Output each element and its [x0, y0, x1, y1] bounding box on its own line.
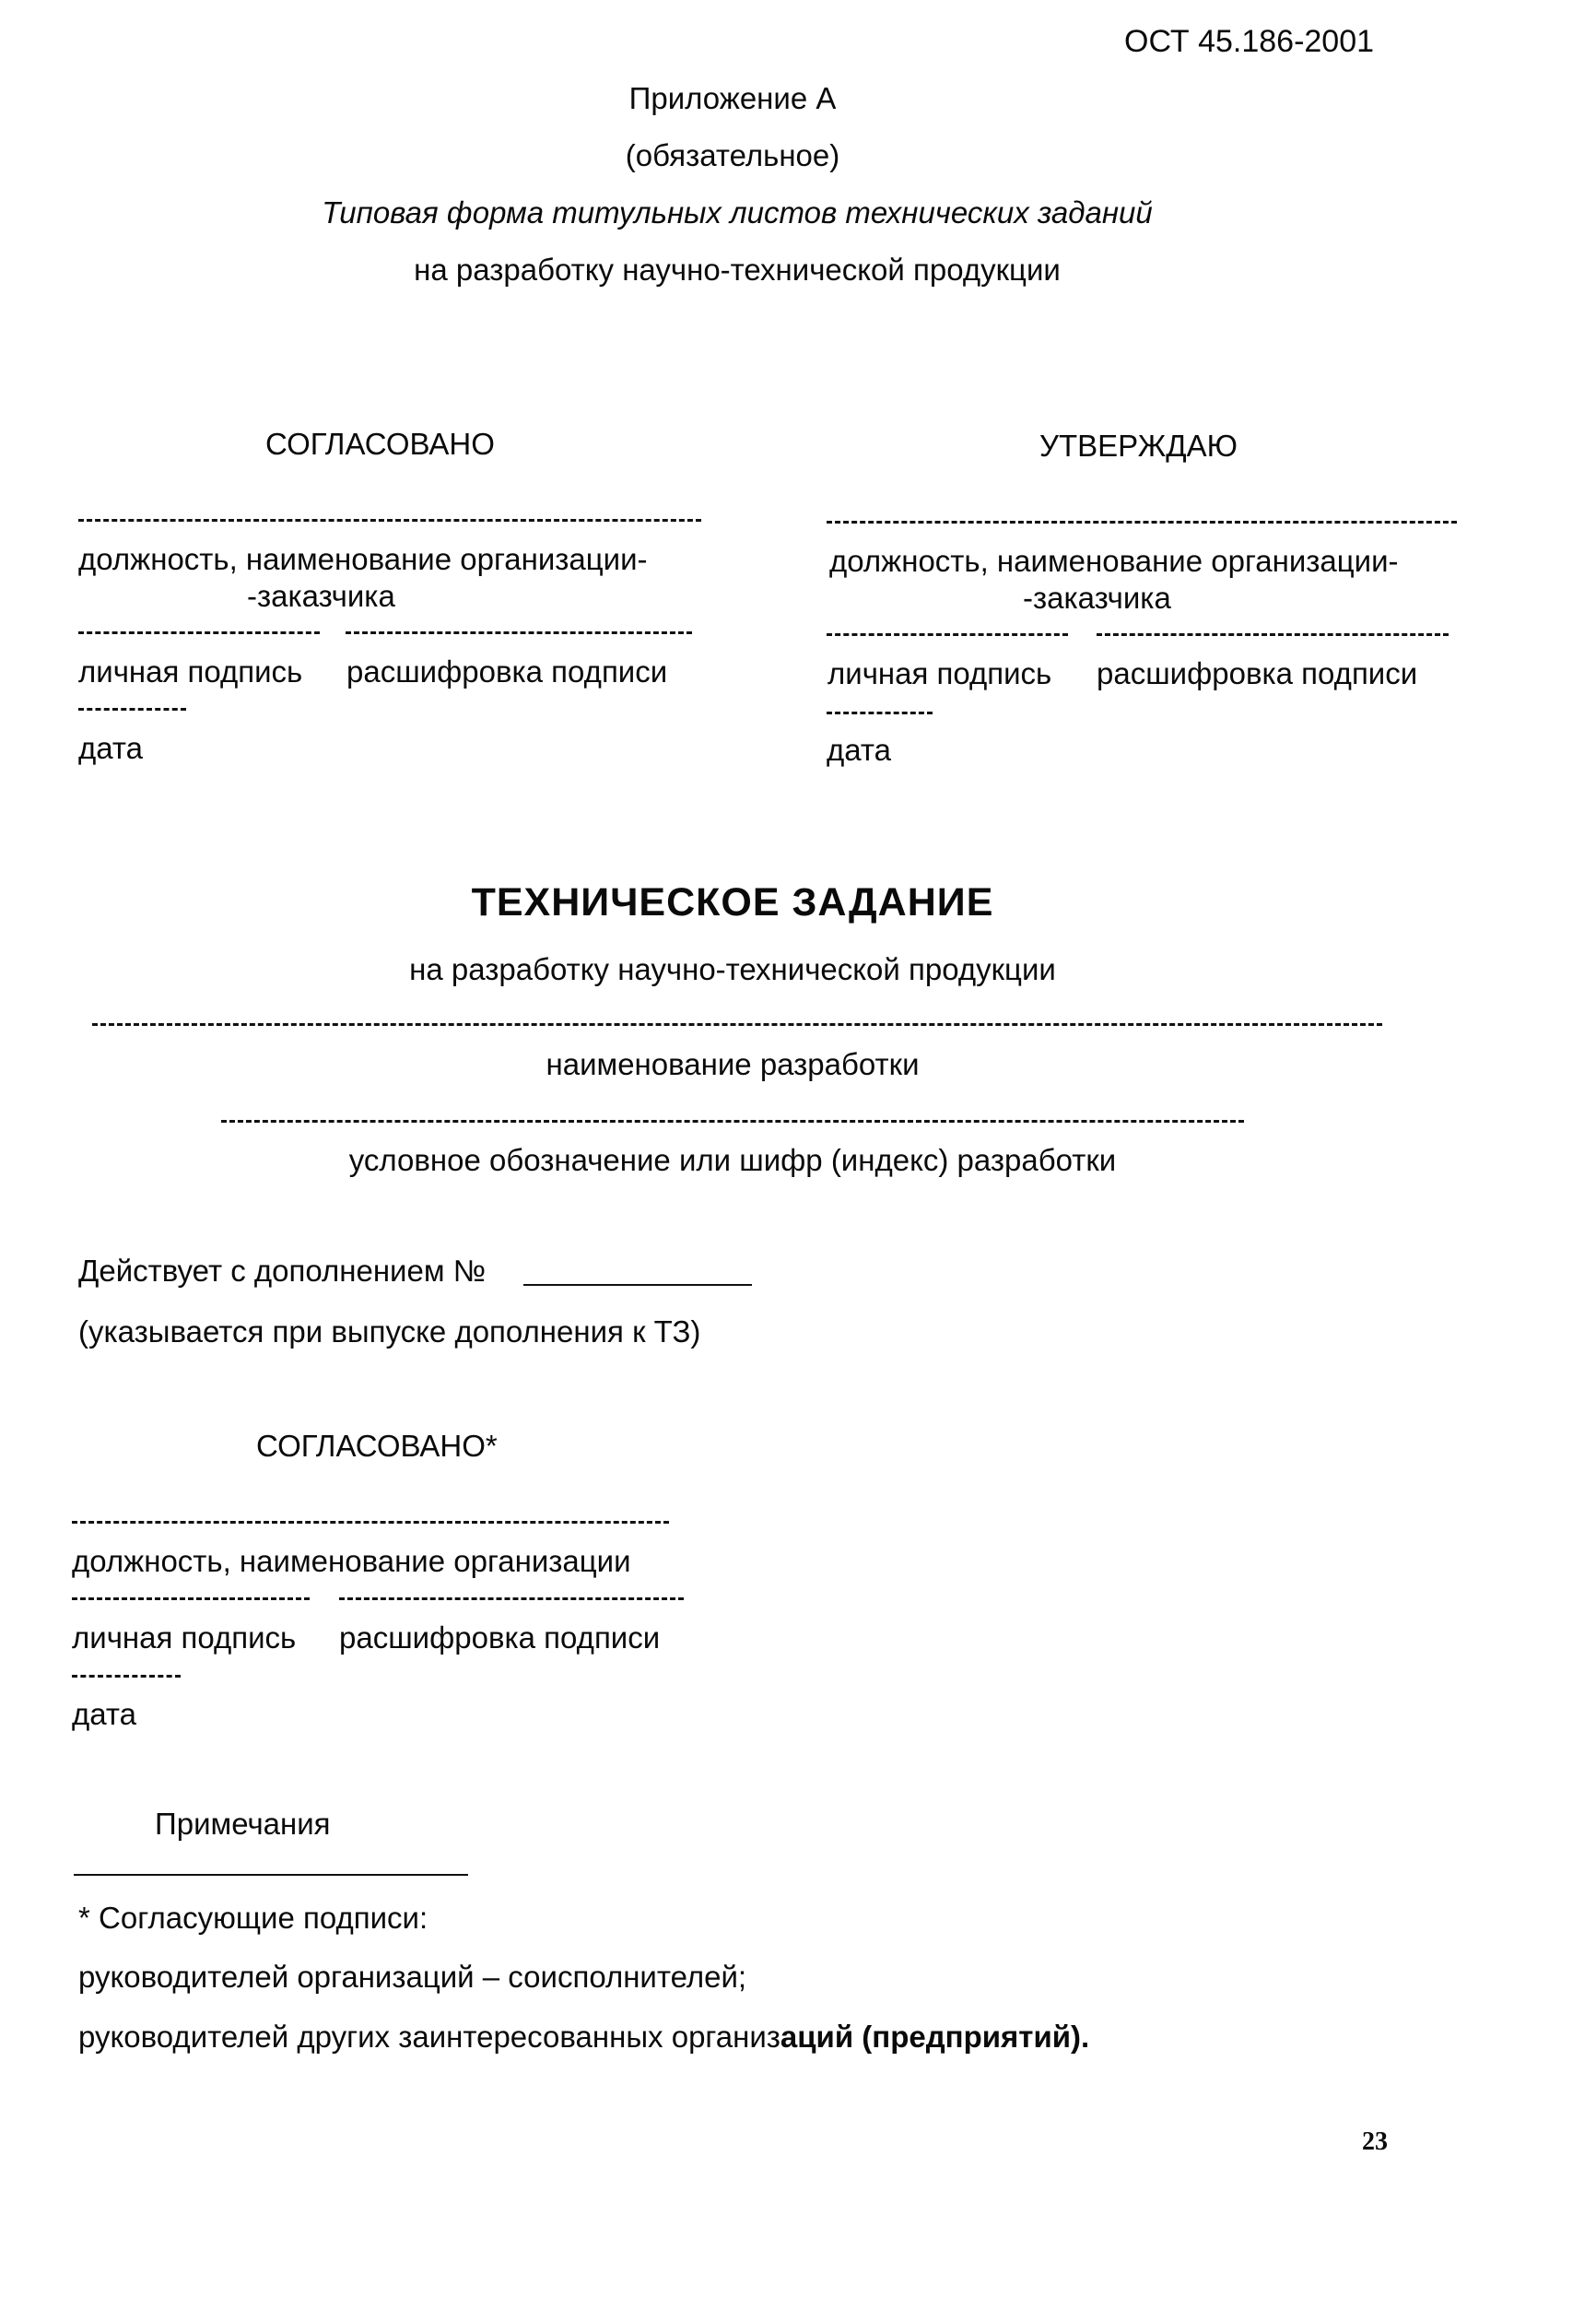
development-name-label: наименование разработки	[546, 1047, 920, 1081]
page-number: 23	[1362, 2127, 1388, 2156]
approval-bottom-signature-decoding: расшифровка подписи	[339, 1620, 661, 1655]
approval-bottom-signature-line	[72, 1597, 310, 1600]
development-code-line	[221, 1120, 1244, 1123]
approval-left-signature: личная подпись	[78, 654, 303, 689]
approval-right-signature: личная подпись	[827, 656, 1052, 690]
approval-left-position: должность, наименование организации-	[78, 542, 648, 576]
approval-left-heading: СОГЛАСОВАНО	[265, 427, 495, 461]
approval-bottom-heading: СОГЛАСОВАНО*	[256, 1429, 498, 1463]
supplement-note: (указывается при выпуске дополнения к ТЗ)	[78, 1314, 701, 1349]
approval-right-date: дата	[827, 733, 891, 767]
appendix-status: (обязательное)	[625, 138, 840, 172]
supplement-text: Действует с дополнением №	[78, 1254, 487, 1288]
approval-bottom-position-line	[72, 1521, 669, 1524]
notes-line-2-regular: руководителей других заинтересованных организ	[78, 2020, 780, 2054]
form-title-line2: на разработку научно-технической продукции	[414, 253, 1061, 287]
approval-bottom-decoding-line	[339, 1597, 684, 1600]
approval-left-date-line	[78, 708, 186, 711]
doc-code: ОСТ 45.186-2001	[1124, 24, 1375, 59]
approval-left-signature-decoding: расшифровка подписи	[346, 654, 668, 689]
approval-right-signature-decoding: расшифровка подписи	[1097, 656, 1418, 690]
supplement-number-line	[523, 1284, 752, 1286]
notes-heading: Примечания	[155, 1807, 331, 1841]
document-title: ТЕХНИЧЕСКОЕ ЗАДАНИЕ	[471, 880, 994, 925]
approval-left-position-cont: -заказчика	[247, 579, 395, 613]
notes-line-2	[78, 2021, 1089, 2052]
approval-right-decoding-line	[1097, 633, 1449, 636]
document-subtitle: на разработку научно-технической продукции	[409, 952, 1056, 986]
approval-bottom-date: дата	[72, 1697, 136, 1731]
approval-right-heading: УТВЕРЖДАЮ	[1039, 429, 1238, 463]
approval-left-date: дата	[78, 731, 143, 765]
development-code-label: условное обозначение или шифр (индекс) разработки	[348, 1143, 1117, 1177]
notes-separator	[74, 1874, 468, 1876]
approval-right-signature-line	[827, 633, 1068, 636]
approval-left-position-line	[78, 519, 701, 522]
notes-line-2-bold: аций (предприятий).	[780, 2020, 1090, 2054]
approval-right-position: должность, наименование организации-	[829, 544, 1399, 578]
notes-line-1: руководителей организаций – соисполнителей;	[78, 1960, 747, 1994]
approval-bottom-position: должность, наименование организации	[72, 1544, 631, 1578]
appendix-label: Приложение А	[628, 81, 837, 115]
footnote-text: * Согласующие подписи:	[78, 1901, 428, 1935]
development-name-line	[92, 1023, 1382, 1026]
approval-left-signature-line	[78, 631, 320, 634]
approval-right-position-line	[827, 521, 1457, 524]
approval-bottom-date-line	[72, 1675, 181, 1678]
form-title-line1: Типовая форма титульных листов технических заданий	[322, 195, 1153, 230]
approval-left-decoding-line	[346, 631, 692, 634]
approval-right-date-line	[827, 712, 933, 714]
approval-right-position-cont: -заказчика	[1023, 581, 1171, 615]
approval-bottom-signature: личная подпись	[72, 1620, 297, 1655]
